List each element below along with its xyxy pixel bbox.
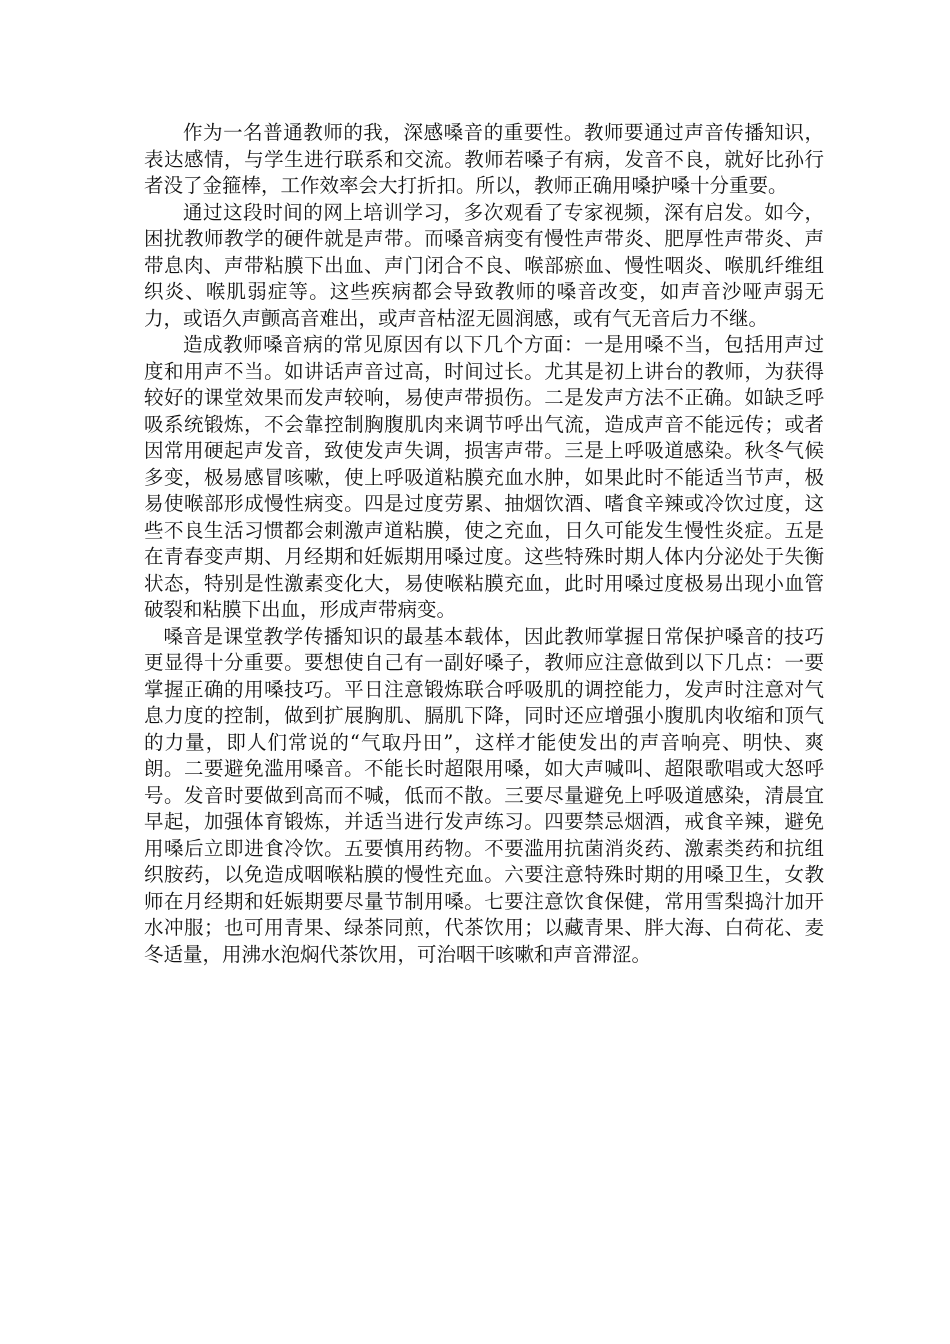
document-body [144, 120, 824, 968]
paragraph-causes-of-voice-disease: 造成教师嗓音病的常见原因有以下几个方面：一是用嗓不当，包括用声过度和用声不当。如讲话声音过高，时间过长。尤其是初上讲台的教师，为获得较好的课堂效果而发声较响，易使声带损伤。二是发声方法不正确。如缺乏呼吸系统锻炼，不会靠控制胸腹肌肉来调节呼出气流，造成声音不能远传；或者因常用硬起声发音，致使发声失调，损害声带。三是上呼吸道感染。秋冬气候多变，极易感冒咳嗽，使上呼吸道粘膜充血水肿，如果此时不能适当节声，极易使喉部形成慢性病变。四是过度劳累、抽烟饮酒、嗜食辛辣或冷饮过度，这些不良生活习惯都会刺激声道粘膜，使之充血，日久可能发生慢性炎症。五是在青春变声期、月经期和妊娠期用嗓过度。这些特殊时期人体内分泌处于失衡状态，特别是性激素变化大，易使喉粘膜充血，此时用嗓过度极易出现小血管破裂和粘膜下出血，形成声带病变。 [144, 333, 824, 621]
paragraph-training-insights: 通过这段时间的网上培训学习，多次观看了专家视频，深有启发。如今，困扰教师教学的硬件就是声带。而嗓音病变有慢性声带炎、肥厚性声带炎、声带息肉、声带粘膜下出血、声门闭合不良、喉部瘀血、慢性咽炎、喉肌纤维组织炎、喉肌弱症等。这些疾病都会导致教师的嗓音改变，如声音沙哑声弱无力，或语久声颤高音难出，或声音枯涩无圆润感，或有气无音后力不继。 [144, 200, 824, 330]
paragraph-importance-of-voice: 作为一名普通教师的我，深感嗓音的重要性。教师要通过声音传播知识，表达感情，与学生进行联系和交流。教师若嗓子有病，发音不良，就好比孙行者没了金箍棒，工作效率会大打折扣。所以，教师正确用嗓护嗓十分重要。 [144, 121, 824, 197]
paragraph-voice-protection-tips: 嗓音是课堂教学传播知识的最基本载体，因此教师掌握日常保护嗓音的技巧更显得十分重要。要想使自己有一副好嗓子，教师应注意做到以下几点：一要掌握正确的用嗓技巧。平日注意锻炼联合呼吸肌的调控能力，发声时注意对气息力度的控制，做到扩展胸肌、膈肌下降，同时还应增强小腹肌肉收缩和顶气的力量，即人们常说的“气取丹田”，这样才能使发出的声音响亮、明快、爽朗。二要避免滥用嗓音。不能长时超限用嗓，如大声喊叫、超限歌唱或大怒呼号。发音时要做到高而不喊，低而不散。三要尽量避免上呼吸道感染，清晨宜早起，加强体育锻炼，并适当进行发声练习。四要禁忌烟酒，戒食辛辣，避免用嗓后立即进食冷饮。五要慎用药物。不要滥用抗菌消炎药、激素类药和抗组织胺药，以免造成咽喉粘膜的慢性充血。六要注意特殊时期的用嗓卫生，女教师在月经期和妊娠期要尽量节制用嗓。七要注意饮食保健，常用雪梨捣汁加开水冲服；也可用青果、绿茶同煎，代茶饮用；以藏青果、胖大海、白荷花、麦冬适量，用沸水泡焖代茶饮用，可治咽干咳嗽和声音滞涩。 [144, 624, 824, 966]
